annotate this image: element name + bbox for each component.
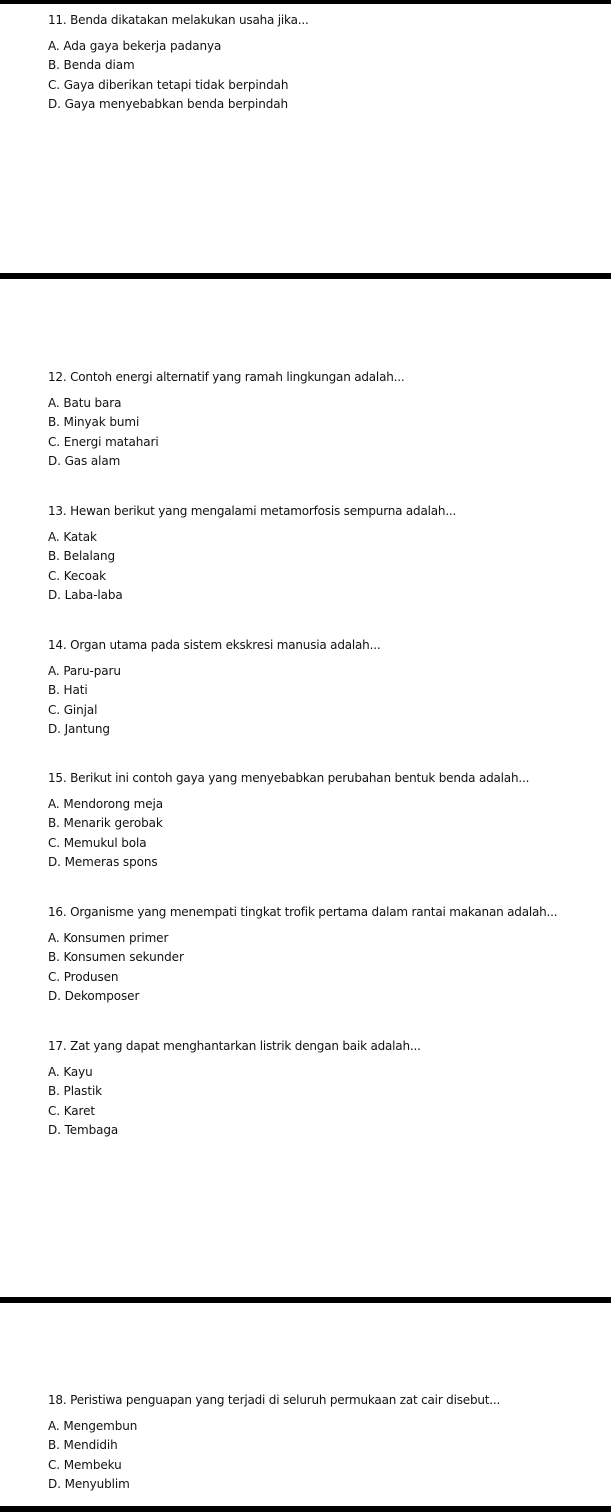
option-c: C. Ginjal bbox=[48, 702, 98, 717]
question-text: 18. Peristiwa penguapan yang terjadi di seluruh permukaan zat cair disebut... bbox=[48, 1393, 501, 1407]
question-15 bbox=[48, 771, 608, 872]
option-c: C. Memukul bola bbox=[48, 835, 147, 850]
question-text: 11. Benda dikatakan melakukan usaha jika... bbox=[48, 13, 309, 27]
page-break-rule-bottom bbox=[0, 1506, 611, 1512]
page-break-rule-1 bbox=[0, 273, 611, 279]
question-14 bbox=[48, 638, 608, 739]
question-11 bbox=[48, 13, 608, 114]
option-b: B. Konsumen sekunder bbox=[48, 950, 184, 965]
option-d: D. Gas alam bbox=[48, 453, 121, 468]
option-a: A. Ada gaya bekerja padanya bbox=[48, 39, 222, 53]
option-b: B. Belalang bbox=[48, 549, 115, 564]
option-c: C. Energi matahari bbox=[48, 434, 159, 449]
option-b: B. Benda diam bbox=[48, 58, 135, 73]
question-17 bbox=[48, 1039, 608, 1140]
option-d: D. Laba-laba bbox=[48, 587, 123, 602]
option-b: B. Mendidih bbox=[48, 1438, 118, 1453]
option-d: D. Memeras spons bbox=[48, 854, 158, 869]
option-d: D. Menyublim bbox=[48, 1476, 130, 1491]
question-text: 16. Organisme yang menempati tingkat trofik pertama dalam rantai makanan adalah... bbox=[48, 905, 558, 919]
option-d: D. Tembaga bbox=[48, 1122, 119, 1137]
option-d: D. Jantung bbox=[48, 721, 110, 736]
option-c: C. Gaya diberikan tetapi tidak berpindah bbox=[48, 77, 289, 92]
question-13 bbox=[48, 504, 608, 605]
option-c: C. Karet bbox=[48, 1103, 95, 1118]
option-a: A. Konsumen primer bbox=[48, 931, 169, 945]
question-16 bbox=[48, 905, 608, 1006]
option-c: C. Produsen bbox=[48, 969, 119, 984]
option-c: C. Kecoak bbox=[48, 568, 107, 583]
question-12 bbox=[48, 370, 608, 471]
option-a: A. Kayu bbox=[48, 1065, 93, 1079]
question-text: 15. Berikut ini contoh gaya yang menyebabkan perubahan bentuk benda adalah... bbox=[48, 771, 530, 785]
option-a: A. Katak bbox=[48, 530, 97, 544]
option-d: D. Dekomposer bbox=[48, 988, 140, 1003]
option-a: A. Mengembun bbox=[48, 1419, 138, 1433]
question-text: 12. Contoh energi alternatif yang ramah lingkungan adalah... bbox=[48, 370, 405, 384]
page-break-rule-2 bbox=[0, 1297, 611, 1303]
option-b: B. Plastik bbox=[48, 1084, 103, 1099]
option-a: A. Paru-paru bbox=[48, 664, 121, 678]
option-b: B. Minyak bumi bbox=[48, 415, 140, 430]
option-b: B. Menarik gerobak bbox=[48, 816, 163, 831]
option-b: B. Hati bbox=[48, 683, 88, 698]
question-text: 13. Hewan berikut yang mengalami metamorfosis sempurna adalah... bbox=[48, 504, 457, 518]
question-text: 17. Zat yang dapat menghantarkan listrik dengan baik adalah... bbox=[48, 1039, 421, 1053]
option-a: A. Batu bara bbox=[48, 396, 122, 410]
page-break-rule-top bbox=[0, 0, 611, 4]
question-18 bbox=[48, 1393, 608, 1494]
option-a: A. Mendorong meja bbox=[48, 797, 164, 811]
option-c: C. Membeku bbox=[48, 1457, 122, 1472]
question-text: 14. Organ utama pada sistem ekskresi manusia adalah... bbox=[48, 638, 381, 652]
option-d: D. Gaya menyebabkan benda berpindah bbox=[48, 96, 289, 111]
